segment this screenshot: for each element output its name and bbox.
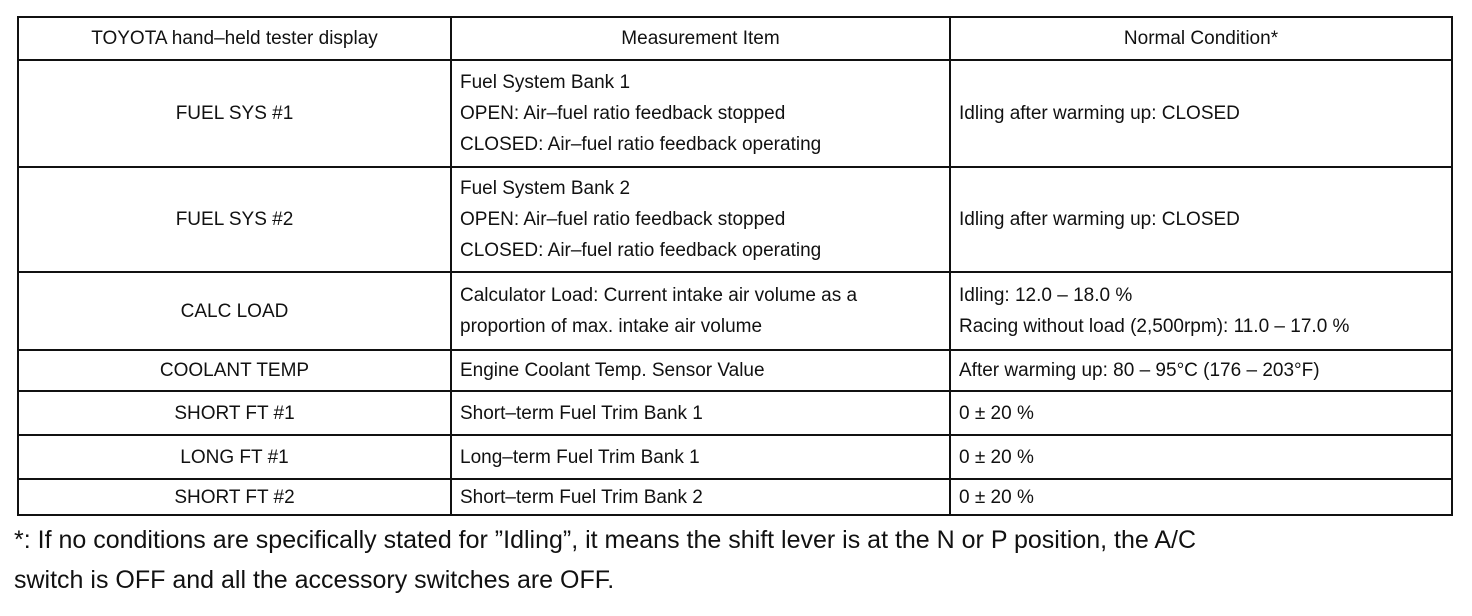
cell-item bbox=[451, 435, 950, 479]
table-row bbox=[18, 435, 1452, 479]
condition-line: 0 ± 20 % bbox=[959, 446, 1034, 468]
cell-display: COOLANT TEMP bbox=[18, 350, 451, 391]
table-row bbox=[18, 272, 1452, 350]
cell-display: FUEL SYS #2 bbox=[18, 167, 451, 272]
condition-line: 0 ± 20 % bbox=[959, 486, 1034, 508]
item-line: Engine Coolant Temp. Sensor Value bbox=[460, 360, 765, 381]
data-list-table bbox=[17, 16, 1453, 516]
item-line: CLOSED: Air–fuel ratio feedback operating bbox=[460, 240, 822, 261]
condition-line: After warming up: 80 – 95°C (176 – 203°F) bbox=[959, 360, 1320, 381]
cell-condition bbox=[950, 391, 1452, 435]
table-row bbox=[18, 350, 1452, 391]
item-line: OPEN: Air–fuel ratio feedback stopped bbox=[460, 209, 786, 230]
footnote bbox=[14, 520, 1464, 600]
table-row bbox=[18, 60, 1452, 167]
header-tester-display: TOYOTA hand–held tester display bbox=[18, 17, 451, 60]
condition-line: Idling after warming up: CLOSED bbox=[959, 103, 1240, 124]
item-line: proportion of max. intake air volume bbox=[460, 316, 763, 337]
cell-condition bbox=[950, 479, 1452, 515]
cell-condition bbox=[950, 272, 1452, 350]
item-line: CLOSED: Air–fuel ratio feedback operating bbox=[460, 134, 822, 155]
item-line: Fuel System Bank 2 bbox=[460, 178, 631, 199]
cell-item bbox=[451, 391, 950, 435]
cell-item bbox=[451, 479, 950, 515]
condition-line: Idling after warming up: CLOSED bbox=[959, 209, 1240, 230]
table-row bbox=[18, 391, 1452, 435]
item-line: Calculator Load: Current intake air volume as a bbox=[460, 285, 858, 306]
cell-display: CALC LOAD bbox=[18, 272, 451, 350]
table-row bbox=[18, 479, 1452, 515]
cell-display: LONG FT #1 bbox=[18, 435, 451, 479]
table-header-row bbox=[18, 17, 1452, 60]
cell-item bbox=[451, 350, 950, 391]
cell-condition bbox=[950, 350, 1452, 391]
condition-line: Racing without load (2,500rpm): 11.0 – 17.0 % bbox=[959, 316, 1350, 337]
item-line: OPEN: Air–fuel ratio feedback stopped bbox=[460, 103, 786, 124]
cell-item bbox=[451, 167, 950, 272]
cell-display: FUEL SYS #1 bbox=[18, 60, 451, 167]
item-line: Long–term Fuel Trim Bank 1 bbox=[460, 446, 700, 468]
header-normal-condition: Normal Condition* bbox=[950, 17, 1452, 60]
cell-condition bbox=[950, 167, 1452, 272]
item-line: Short–term Fuel Trim Bank 2 bbox=[460, 486, 703, 508]
condition-line: Idling: 12.0 – 18.0 % bbox=[959, 285, 1133, 306]
condition-line: 0 ± 20 % bbox=[959, 402, 1034, 424]
footnote-line-2: switch is OFF and all the accessory switches are OFF. bbox=[14, 566, 615, 594]
item-line: Fuel System Bank 1 bbox=[460, 72, 631, 93]
cell-item bbox=[451, 60, 950, 167]
cell-condition bbox=[950, 60, 1452, 167]
item-line: Short–term Fuel Trim Bank 1 bbox=[460, 402, 703, 424]
header-measurement-item: Measurement Item bbox=[451, 17, 950, 60]
footnote-line-1: *: If no conditions are specifically stated for ”Idling”, it means the shift lever is at the N or P position, the A/C bbox=[14, 526, 1197, 554]
table-row bbox=[18, 167, 1452, 272]
cell-condition bbox=[950, 435, 1452, 479]
cell-display: SHORT FT #1 bbox=[18, 391, 451, 435]
cell-item bbox=[451, 272, 950, 350]
cell-display: SHORT FT #2 bbox=[18, 479, 451, 515]
